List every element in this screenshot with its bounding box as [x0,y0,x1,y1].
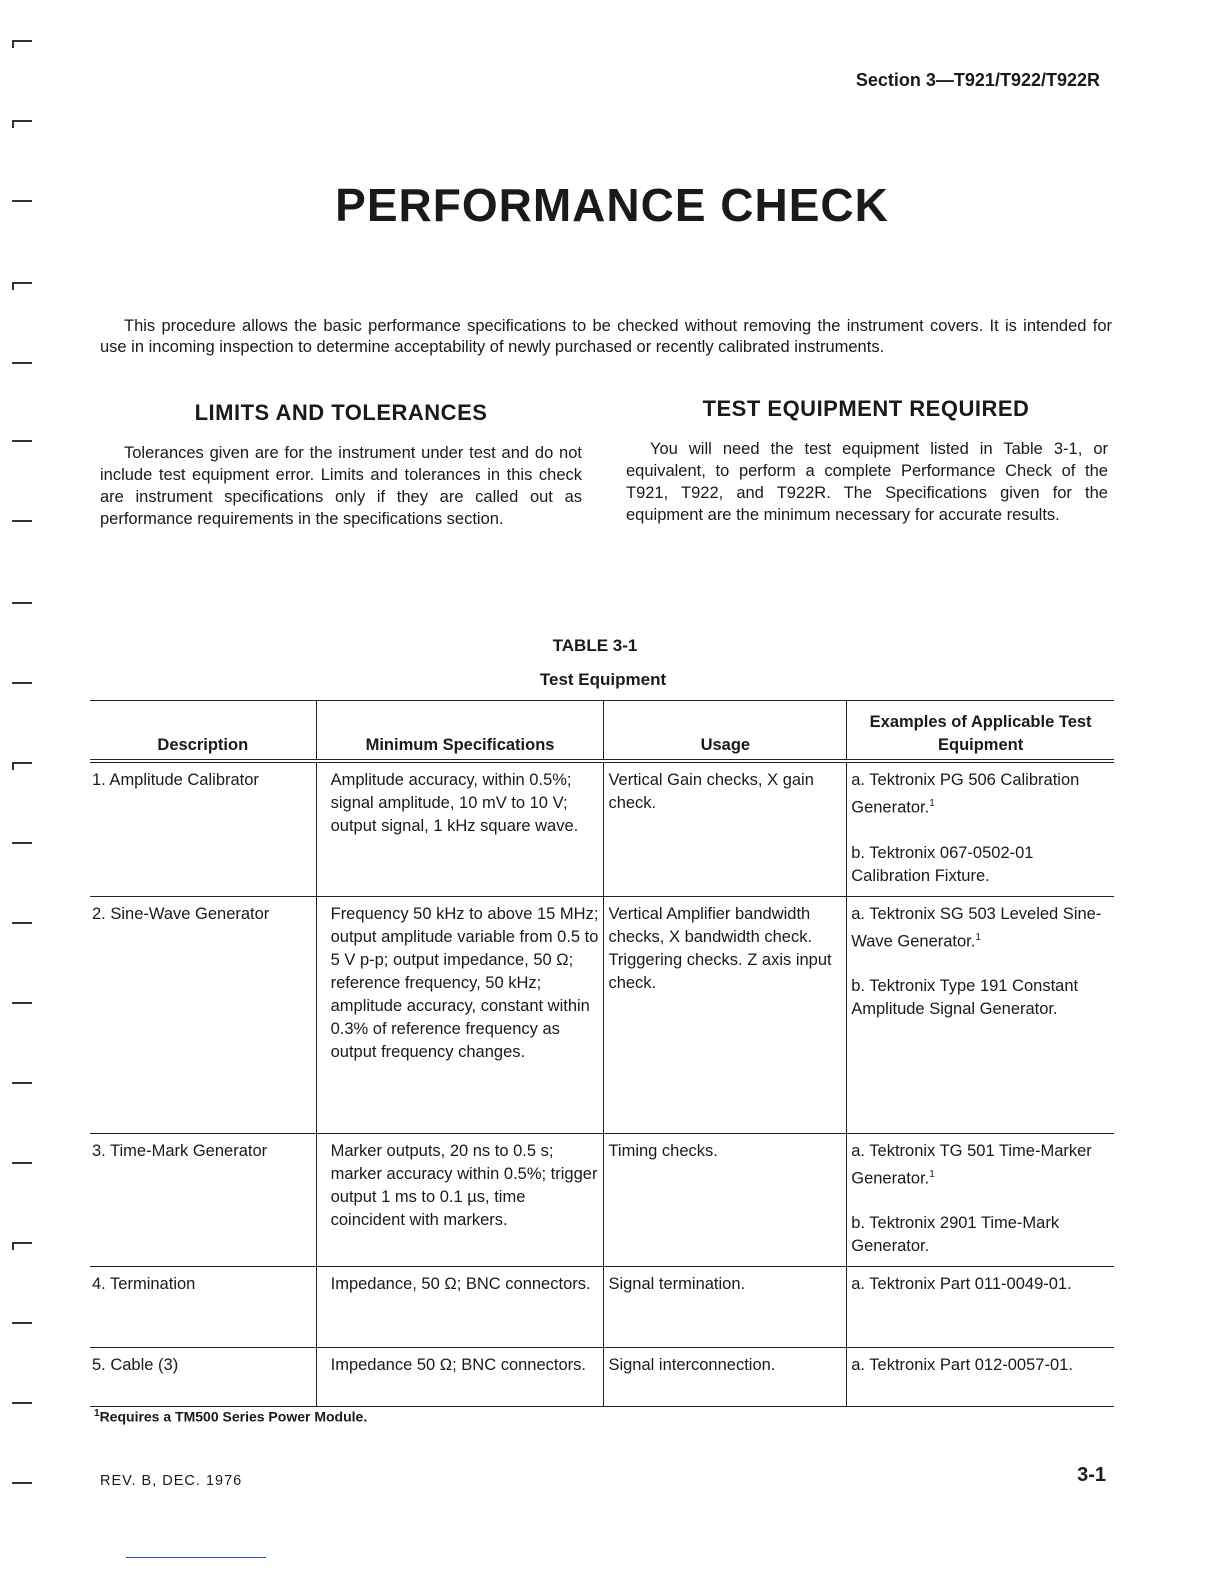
table-row [90,761,1114,896]
cell-description: 3. Time-Mark Generator [90,1133,316,1267]
margin-mark [12,440,32,442]
margin-mark [12,120,32,122]
margin-mark [12,762,32,764]
margin-mark [12,842,32,844]
page-title: PERFORMANCE CHECK [335,179,889,231]
example-b: b. Tektronix 2901 Time-Mark Generator. [851,1214,1060,1255]
header-usage: Usage [604,701,847,762]
cell-description: 4. Termination [90,1267,316,1348]
margin-mark [12,1082,32,1084]
revision-date: REV. B, DEC. 1976 [100,1473,243,1489]
margin-mark [12,602,32,604]
table-caption: Test Equipment [539,670,667,689]
cell-description: 5. Cable (3) [90,1348,316,1407]
intro-paragraph: This procedure allows the basic performance specifications to be checked without removing the instrument covers. It is intended for use in incoming inspection to determine acceptability of newly purchased or recently calibrated instruments. [100,317,1112,356]
test-equipment-heading: TEST EQUIPMENT REQUIRED [702,396,1030,421]
margin-mark [12,362,32,364]
cell-usage: Timing checks. [604,1133,847,1267]
cell-specifications: Impedance 50 Ω; BNC connectors. [316,1348,604,1407]
cell-specifications: Impedance, 50 Ω; BNC connectors. [316,1267,604,1348]
header-specifications: Minimum Specifications [316,701,604,762]
table-header-row [90,701,1114,762]
test-equipment-table [90,700,1114,1407]
margin-mark [12,1482,32,1484]
section-header: Section 3—T921/T922/T922R [855,70,1100,90]
margin-mark [12,40,32,42]
cell-examples [847,896,1114,1133]
example-a: a. Tektronix SG 503 Leveled Sine-Wave Generator.$^1$ [851,904,1102,950]
cell-usage: Signal termination. [604,1267,847,1348]
cell-usage: Signal interconnection. [604,1348,847,1407]
limits-heading: LIMITS AND TOLERANCES [194,400,488,425]
example-a: a. Tektronix TG 501 Time-Marker Generator.$^1$ [851,1141,1092,1187]
table-row [90,1348,1114,1407]
cell-description: 2. Sine-Wave Generator [90,896,316,1133]
table-row [90,1267,1114,1348]
example-a: a. Tektronix Part 011-0049-01. [851,1275,1072,1293]
test-equipment-text: You will need the test equipment listed in Table 3-1, or equivalent, to perform a complete Performance Check of the T921, T922, and T922R. The Specifications given for the equipment are the minimum necessary for accurate results. [626,440,1108,524]
example-a: a. Tektronix Part 012-0057-01. [851,1356,1073,1374]
scan-artifact-line [126,1557,266,1558]
footnote-ref: 1 [929,798,935,809]
cell-examples [847,1267,1114,1348]
cell-usage: Vertical Amplifier bandwidth checks, X bandwidth check. Triggering checks. Z axis input check. [604,896,847,1133]
margin-mark [12,1402,32,1404]
page-number: 3-1 [1077,1464,1106,1486]
cell-usage: Vertical Gain checks, X gain check. [604,761,847,896]
cell-examples [847,1133,1114,1267]
cell-examples [847,761,1114,896]
cell-specifications: Amplitude accuracy, within 0.5%; signal amplitude, 10 mV to 10 V; output signal, 1 kHz square wave. [316,761,604,896]
margin-mark [12,1002,32,1004]
cell-description: 1. Amplitude Calibrator [90,761,316,896]
margin-mark [12,520,32,522]
table-footnote: $^1$Requires a TM500 Series Power Module. [94,1408,368,1425]
footnote-ref: 1 [975,931,981,943]
example-b: b. Tektronix Type 191 Constant Amplitude Signal Generator. [851,977,1079,1018]
margin-mark [12,1322,32,1324]
margin-mark [12,922,32,924]
header-description: Description [90,701,316,762]
limits-text: Tolerances given are for the instrument under test and do not include test equipment error. Limits and tolerances in this check are instrument specifications only if they are called out as performance requirements in the specifications section. [100,444,582,528]
cell-specifications: Marker outputs, 20 ns to 0.5 s; marker accuracy within 0.5%; trigger output 1 ms to 0.1 µs, time coincident with markers. [316,1133,604,1267]
table-row [90,896,1114,1133]
margin-mark [12,682,32,684]
cell-examples [847,1348,1114,1407]
margin-mark [12,282,32,284]
header-examples: Examples of Applicable Test Equipment [847,701,1114,762]
example-a: a. Tektronix PG 506 Calibration Generator.$^1$ [851,771,1080,817]
margin-mark [12,1162,32,1164]
table-number: TABLE 3-1 [552,636,638,655]
margin-mark [12,200,32,202]
footnote-ref: 1 [929,1168,935,1180]
cell-specifications: Frequency 50 kHz to above 15 MHz; output amplitude variable from 0.5 to 5 V p-p; output impedance, 50 Ω; reference frequency, 50 kHz; amplitude accuracy, constant within 0.3% of reference frequency as output frequency changes. [316,896,604,1133]
example-b: b. Tektronix 067-0502-01 Calibration Fixture. [851,843,1034,885]
table-row [90,1133,1114,1267]
margin-mark [12,1242,32,1244]
footnote-mark: 1 [94,1408,100,1419]
